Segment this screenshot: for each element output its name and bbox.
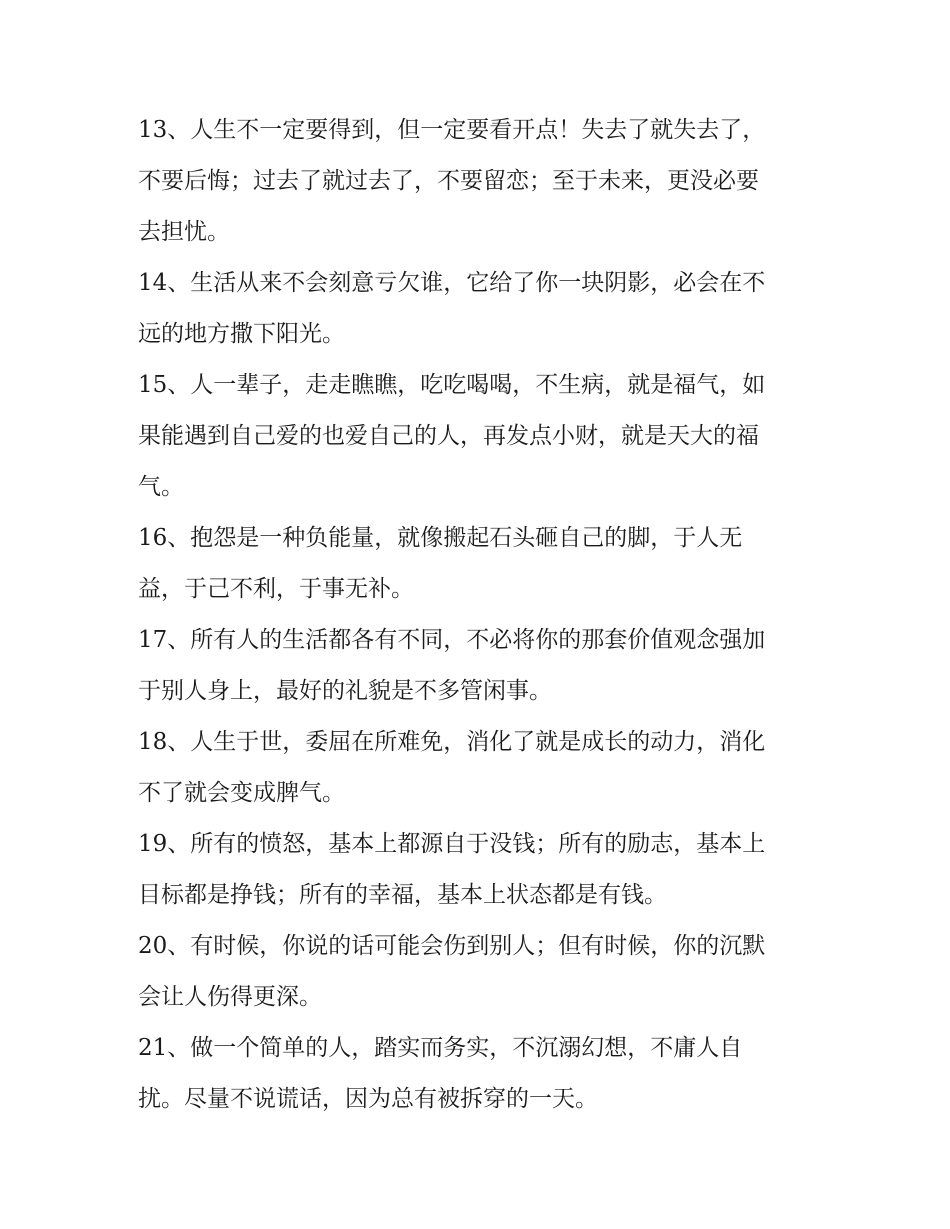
quote-line: 21、做一个简单的人，踏实而务实，不沉溺幻想，不庸人自 xyxy=(138,1035,743,1061)
quote-list xyxy=(138,105,818,1125)
quote-line: 气。 xyxy=(138,474,184,500)
quote-line: 15、人一辈子，走走瞧瞧，吃吃喝喝，不生病，就是福气，如 xyxy=(138,372,766,398)
quote-line: 目标都是挣钱；所有的幸福，基本上状态都是有钱。 xyxy=(138,882,667,908)
quote-19 xyxy=(138,819,818,921)
quote-line: 16、抱怨是一种负能量，就像搬起石头砸自己的脚，于人无 xyxy=(138,525,743,551)
quote-14 xyxy=(138,258,818,360)
quote-line: 14、生活从来不会刻意亏欠谁，它给了你一块阴影，必会在不 xyxy=(138,270,766,296)
quote-21 xyxy=(138,1023,818,1125)
quote-line: 20、有时候，你说的话可能会伤到别人；但有时候，你的沉默 xyxy=(138,933,766,959)
quote-line: 17、所有人的生活都各有不同，不必将你的那套价值观念强加 xyxy=(138,627,766,653)
quote-line: 18、人生于世，委屈在所难免，消化了就是成长的动力，消化 xyxy=(138,729,766,755)
quote-line: 去担忧。 xyxy=(138,219,230,245)
quote-20 xyxy=(138,921,818,1023)
quote-15 xyxy=(138,360,818,513)
quote-line: 于别人身上，最好的礼貌是不多管闲事。 xyxy=(138,678,552,704)
quote-17 xyxy=(138,615,818,717)
quote-line: 不了就会变成脾气。 xyxy=(138,780,345,806)
quote-line: 益，于己不利，于事无补。 xyxy=(138,576,414,602)
quote-line: 19、所有的愤怒，基本上都源自于没钱；所有的励志，基本上 xyxy=(138,831,766,857)
quote-line: 会让人伤得更深。 xyxy=(138,984,322,1010)
quote-line: 不要后悔；过去了就过去了，不要留恋；至于未来，更没必要 xyxy=(138,168,759,194)
quote-line: 13、人生不一定要得到，但一定要看开点！失去了就失去了， xyxy=(138,117,766,143)
quote-line: 扰。尽量不说谎话，因为总有被拆穿的一天。 xyxy=(138,1086,598,1112)
quote-16 xyxy=(138,513,818,615)
quote-13 xyxy=(138,105,818,258)
quote-line: 远的地方撒下阳光。 xyxy=(138,321,345,347)
quote-line: 果能遇到自己爱的也爱自己的人，再发点小财，就是天大的福 xyxy=(138,423,759,449)
quote-18 xyxy=(138,717,818,819)
